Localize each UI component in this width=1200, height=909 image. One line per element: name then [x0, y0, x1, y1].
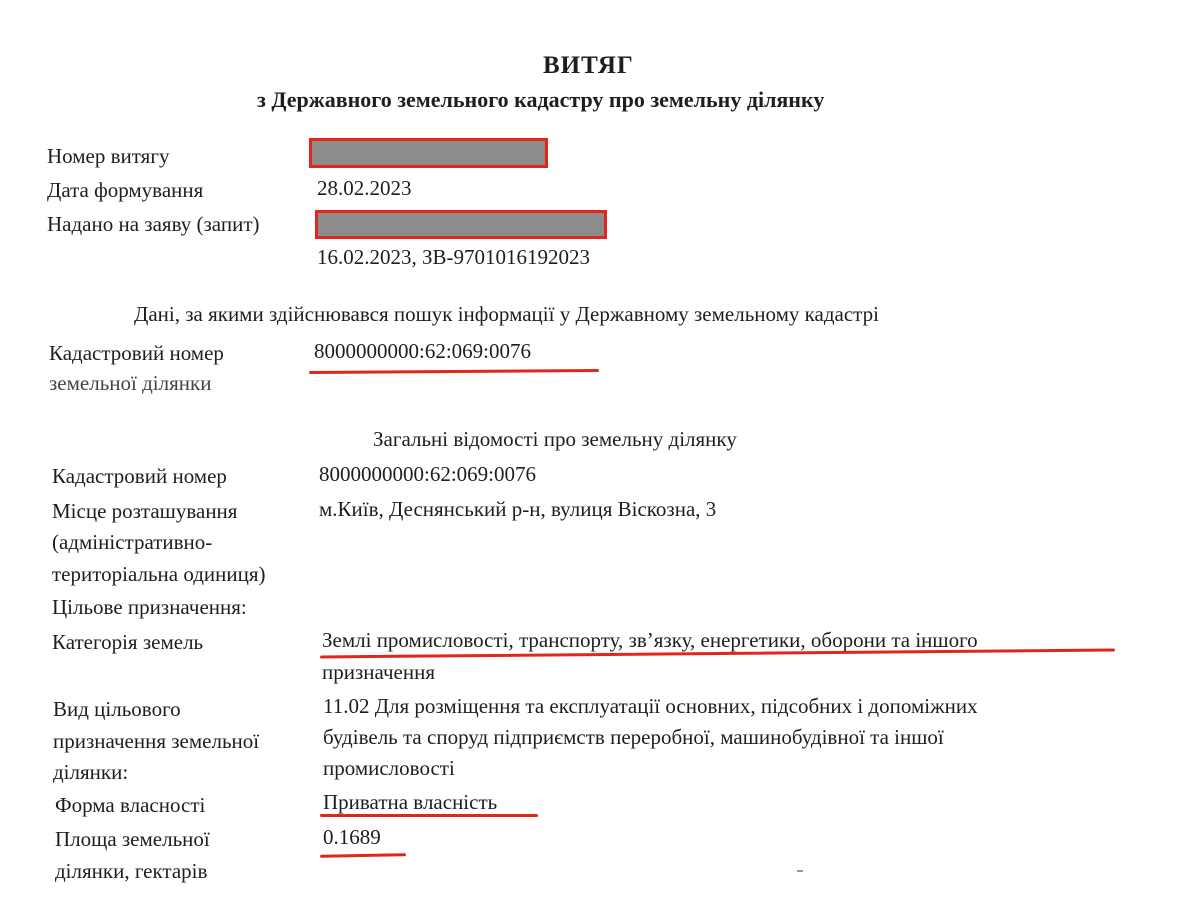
scan-speck [797, 870, 803, 872]
document-subtitle: з Державного земельного кадастру про земельну ділянку [257, 87, 825, 112]
formation-date-label: Дата формування [47, 178, 204, 202]
general-section-heading: Загальні відомості про земельну ділянку [373, 427, 737, 451]
use-type-value-line2: будівель та споруд підприємств переробної, машинобудівної та іншої [323, 725, 944, 749]
use-type-label-line3: ділянки: [53, 760, 129, 784]
area-value: 0.1689 [323, 825, 381, 849]
request-redaction [315, 210, 607, 239]
request-label: Надано на заяву (запит) [47, 212, 260, 236]
extract-number-label: Номер витягу [47, 144, 170, 168]
purpose-label: Цільове призначення: [52, 595, 247, 619]
category-label: Категорія земель [52, 630, 204, 654]
ownership-underline [320, 814, 538, 817]
location-label-line2: (адміністративно- [52, 530, 213, 554]
category-value-line1: Землі промисловості, транспорту, зв’язку, енергетики, оборони та іншого [322, 628, 978, 652]
search-cadastral-underline [309, 369, 599, 374]
search-section-heading: Дані, за якими здійснювався пошук інформації у Державному земельному кадастрі [134, 302, 879, 326]
location-label-line3: територіальна одиниця) [52, 562, 266, 586]
use-type-label-line2: призначення земельної [53, 729, 260, 753]
search-cadastral-label-line1: Кадастровий номер [49, 341, 224, 365]
use-type-value-line3: промисловості [323, 756, 455, 780]
area-label-line1: Площа земельної [55, 827, 210, 851]
general-cadastral-value: 8000000000:62:069:0076 [319, 462, 537, 486]
search-cadastral-label-line2: земельної ділянки [49, 371, 212, 395]
formation-date-value: 28.02.2023 [317, 176, 412, 200]
extract-number-redaction [309, 138, 548, 168]
document-title: ВИТЯГ [543, 52, 634, 79]
location-label-line1: Місце розташування [52, 499, 238, 523]
area-label-line2: ділянки, гектарів [55, 859, 208, 883]
general-cadastral-label: Кадастровий номер [52, 464, 227, 488]
use-type-label-line1: Вид цільового [53, 697, 181, 721]
area-underline [320, 853, 406, 858]
ownership-value: Приватна власність [323, 790, 498, 814]
category-value-line2: призначення [322, 660, 436, 684]
ownership-label: Форма власності [55, 793, 206, 817]
request-value: 16.02.2023, ЗВ-9701016192023 [317, 245, 591, 269]
search-cadastral-value: 8000000000:62:069:0076 [314, 339, 532, 363]
location-value: м.Київ, Деснянський р-н, вулиця Віскозна, 3 [319, 497, 717, 521]
use-type-value-line1: 11.02 Для розміщення та експлуатації основних, підсобних і допоміжних [323, 694, 978, 718]
